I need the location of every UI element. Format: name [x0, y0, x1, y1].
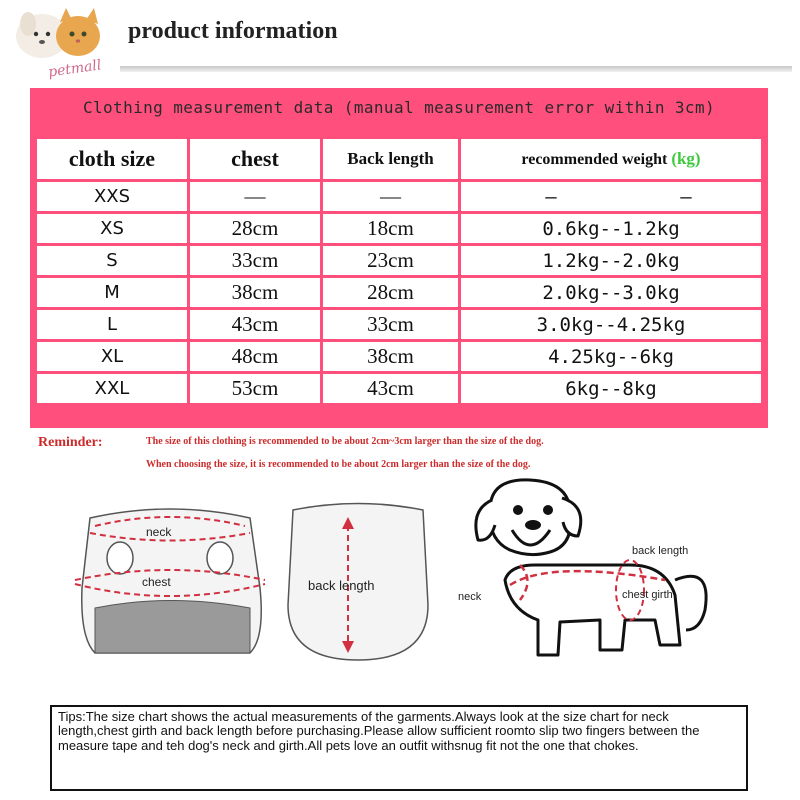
table-row	[37, 310, 761, 339]
size-cell: L	[37, 310, 187, 339]
dog-neck-label: neck	[458, 591, 482, 603]
chest-label: chest	[142, 575, 171, 589]
weight-cell: 0.6kg--1.2kg	[461, 214, 761, 243]
weight-cell	[461, 182, 761, 211]
size-table	[34, 136, 764, 406]
weight-cell: 6kg--8kg	[461, 374, 761, 403]
garment-front-diagram	[60, 488, 280, 668]
chest-cell: 33cm	[190, 246, 320, 275]
back-length-cell: 43cm	[323, 374, 458, 403]
weight-cell: 4.25kg--6kg	[461, 342, 761, 371]
column-header-chest: chest	[190, 139, 320, 179]
chest-cell: 53cm	[190, 374, 320, 403]
column-header-back-length: Back length	[323, 139, 458, 179]
back-length-label: back length	[308, 578, 375, 593]
table-row	[37, 342, 761, 371]
weight-unit-label: (kg)	[671, 149, 701, 168]
reminder-text-2: When choosing the size, it is recommended to be about 2cm larger than the size of the dog.	[146, 459, 531, 470]
back-length-cell: 23cm	[323, 246, 458, 275]
weight-header-label: recommended weight	[521, 151, 668, 168]
size-cell: XXL	[37, 374, 187, 403]
reminder-label: Reminder:	[38, 435, 103, 450]
table-row	[37, 374, 761, 403]
neck-label: neck	[146, 525, 172, 539]
size-cell: S	[37, 246, 187, 275]
size-cell: XS	[37, 214, 187, 243]
size-chart-title: Clothing measurement data (manual measurement error within 3cm)	[82, 98, 716, 117]
chest-cell: 43cm	[190, 310, 320, 339]
chest-cell: 38cm	[190, 278, 320, 307]
back-length-cell: 38cm	[323, 342, 458, 371]
weight-cell: 1.2kg--2.0kg	[461, 246, 761, 275]
weight-cell: 2.0kg--3.0kg	[461, 278, 761, 307]
logo-text: petmall	[47, 57, 103, 81]
back-length-cell: 18cm	[323, 214, 458, 243]
weight-dash: —	[545, 185, 557, 208]
chest-cell: 28cm	[190, 214, 320, 243]
header	[0, 0, 800, 81]
size-cell: M	[37, 278, 187, 307]
column-header-weight	[461, 139, 761, 179]
table-row	[37, 182, 761, 211]
page-title: product information	[128, 18, 338, 44]
garment-back-diagram	[278, 495, 438, 670]
chest-cell: —	[190, 182, 320, 211]
weight-cell: 3.0kg--4.25kg	[461, 310, 761, 339]
back-length-cell: —	[323, 182, 458, 211]
size-cell: XXS	[37, 182, 187, 211]
reminder-text-1: The size of this clothing is recommended to be about 2cm~3cm larger than the size of the dog.	[146, 436, 544, 447]
pets-logo	[8, 6, 118, 81]
title-divider	[120, 66, 792, 72]
back-length-cell: 33cm	[323, 310, 458, 339]
table-row	[37, 246, 761, 275]
column-header-size: cloth size	[37, 139, 187, 179]
tips-box: Tips:The size chart shows the actual measurements of the garments.Always look at the size chart for neck length,chest girth and back length before purchasing.Please allow sufficient roomto slip two fingers between the measure tape and teh dog's neck and girth.All pets love an outfit withsnug fit not the one that chokes.	[50, 705, 748, 791]
size-cell: XL	[37, 342, 187, 371]
dog-back-length-label: back length	[632, 545, 689, 557]
back-length-cell: 28cm	[323, 278, 458, 307]
weight-dash: —	[680, 185, 692, 208]
dog-measure-diagram	[450, 470, 740, 690]
table-header-row	[37, 139, 761, 179]
table-row	[37, 214, 761, 243]
table-row	[37, 278, 761, 307]
dog-chest-girth-label: chest girth	[622, 589, 673, 601]
chest-cell: 48cm	[190, 342, 320, 371]
